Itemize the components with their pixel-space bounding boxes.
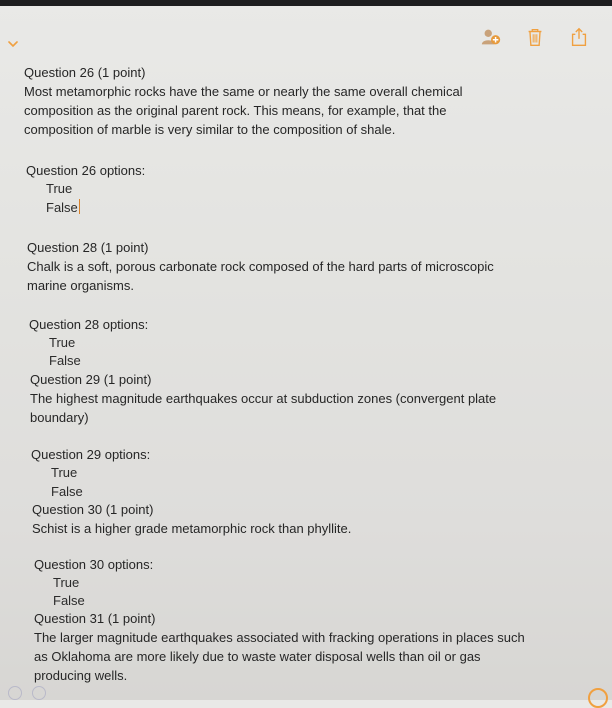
options-label: Question 26 options:: [26, 163, 146, 178]
options-label: Question 29 options:: [31, 447, 151, 462]
question-heading: Question 31 (1 point): [34, 611, 156, 626]
question-text-line: Chalk is a soft, porous carbonate rock composed of the hard parts of microscopic: [27, 259, 494, 274]
question-text-line: composition of marble is very similar to the composition of shale.: [24, 122, 396, 137]
option-text: False: [46, 200, 78, 215]
question-block: [32, 500, 351, 538]
option-false: False: [51, 484, 83, 499]
question-heading: Question 26 (1 point): [24, 65, 146, 80]
question-text-line: The larger magnitude earthquakes associated with fracking operations in places such: [34, 630, 525, 645]
question-text-line: as Oklahoma are more likely due to waste water disposal wells than oil or gas: [34, 649, 481, 664]
question-block: [30, 370, 496, 427]
option-true: True: [49, 335, 76, 350]
options-label: Question 28 options:: [29, 317, 149, 332]
question-text-line: producing wells.: [34, 668, 128, 683]
option-true: True: [46, 181, 73, 196]
question-text-line: boundary): [30, 410, 89, 425]
checklist-icon[interactable]: [32, 686, 46, 700]
question-text-line: Most metamorphic rocks have the same or nearly the same overall chemical: [24, 84, 463, 99]
question-text-line: The highest magnitude earthquakes occur at subduction zones (convergent plate: [30, 391, 497, 406]
question-block: [34, 609, 525, 685]
question-heading: Question 30 (1 point): [32, 502, 154, 517]
question-heading: Question 29 (1 point): [30, 372, 152, 387]
text-cursor: [79, 199, 80, 214]
compose-icon[interactable]: [588, 688, 608, 708]
option-false: False: [49, 353, 81, 368]
options-label: Question 30 options:: [34, 557, 154, 572]
question-text-line: composition as the original parent rock. This means, for example, that the: [24, 103, 447, 118]
option-false: [46, 198, 80, 217]
question-text-line: marine organisms.: [27, 278, 134, 293]
question-heading: Question 28 (1 point): [27, 240, 149, 255]
option-true: True: [51, 465, 78, 480]
format-icon[interactable]: [8, 686, 22, 700]
question-block: [24, 63, 463, 139]
bottom-toolbar: [8, 686, 46, 700]
option-false: False: [53, 593, 85, 608]
option-true: True: [53, 575, 80, 590]
question-block: [27, 238, 494, 295]
question-text-line: Schist is a higher grade metamorphic rock than phyllite.: [32, 521, 352, 536]
